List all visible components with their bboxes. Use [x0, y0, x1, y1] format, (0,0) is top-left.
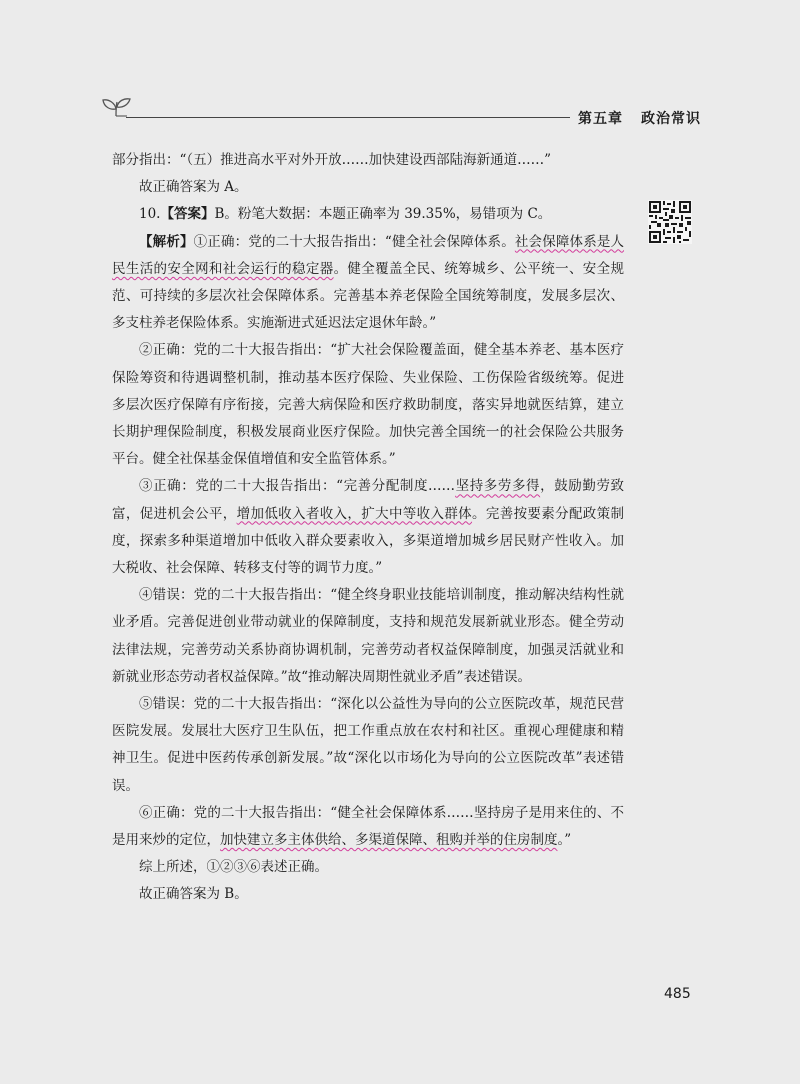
answer-paragraph [112, 201, 624, 228]
page-number: 485 [664, 986, 691, 1002]
sprout-icon [100, 96, 134, 118]
chapter-heading [578, 108, 701, 128]
paragraph-text: 。完善按要素分配政策制度，探索多种渠道增加中低收入群众要素收入，多渠道增加城乡居民财产性收入。加大税收、社会保障、转移支付等的调节力度。” [112, 505, 625, 577]
paragraph: ⑤错误：党的二十大报告指出：“深化以公益性为导向的公立医院改革，规范民营医院发展。发展壮大医疗卫生队伍，把工作重点放在农村和社区。重视心理健康和精神卫生。促进中医药传承创新发展。”故“深化以市场化为导向的公立医院改革”表述错误。 [112, 696, 624, 794]
paragraph-text: ，鼓励勤劳致富，促进机会公平， [112, 478, 625, 522]
analysis-text: 。健全覆盖全民、统筹城乡、公平统一、安全规范、可持续的多层次社会保障体系。完善基本养老保险全国统筹制度，发展多层次、多支柱养老保险体系。实施渐进式延迟法定退休年龄。” [112, 260, 625, 332]
paragraph: ②正确：党的二十大报告指出：“扩大社会保险覆盖面，健全基本养老、基本医疗保险筹资和待遇调整机制，推动基本医疗保险、失业保险、工伤保险省级统筹。促进多层次医疗保障有序衔接，完善大病保险和医疗救助制度，落实异地就医结算，建立长期护理保险制度，积极发展商业医疗保险。加快完善全国统一的社会保险公共服务平台。健全社保基金保值增值和安全监管体系。” [112, 342, 624, 468]
qr-code-icon[interactable] [648, 200, 692, 244]
chapter-number: 第五章 [578, 111, 623, 127]
analysis-label: 【解析】 [139, 233, 194, 250]
paragraph-text: 。” [557, 832, 572, 849]
paragraph: 综上所述，①②③⑥表述正确。 [139, 859, 328, 876]
analysis-paragraph [112, 229, 624, 338]
paragraph: 故正确答案为 A。 [139, 179, 248, 196]
underlined-text: 增加低收入者收入，扩大中等收入群体 [236, 505, 473, 522]
paragraph [112, 800, 624, 854]
answer-label: 【答案】 [160, 206, 215, 223]
underlined-text: 社会保障体系是人民生活的安全网和社会运行的稳定器 [112, 233, 625, 277]
body-text [112, 147, 624, 909]
underlined-text: 坚持多劳多得 [455, 478, 541, 495]
chapter-title: 政治常识 [641, 111, 701, 127]
paragraph: 部分指出：“（五）推进高水平对外开放……加快建设西部陆海新通道……” [112, 152, 552, 168]
paragraph-text: ③正确：党的二十大报告指出：“完善分配制度…… [139, 478, 456, 495]
header-rule [126, 117, 570, 118]
underlined-text: 加快建立多主体供给、多渠道保障、租购并举的住房制度 [220, 832, 558, 849]
paragraph [112, 473, 624, 582]
answer-text: B。粉笔大数据：本题正确率为 39.35%，易错项为 C。 [214, 206, 552, 223]
question-number: 10. [139, 206, 161, 223]
paragraph: ④错误：党的二十大报告指出：“健全终身职业技能培训制度，推动解决结构性就业矛盾。完善促进创业带动就业的保障制度，支持和规范发展新就业形态。健全劳动法律法规，完善劳动关系协商协调机制，完善劳动者权益保障制度，加强灵活就业和新就业形态劳动者权益保障。”故“推动解决周期性就业矛盾”表述错误。 [112, 587, 624, 685]
analysis-text: ①正确：党的二十大报告指出：“健全社会保障体系。 [193, 233, 515, 250]
paragraph: 故正确答案为 B。 [139, 886, 248, 903]
paragraph-text: ⑥正确：党的二十大报告指出：“健全社会保障体系……坚持房子是用来住的、不是用来炒的定位， [112, 804, 624, 849]
